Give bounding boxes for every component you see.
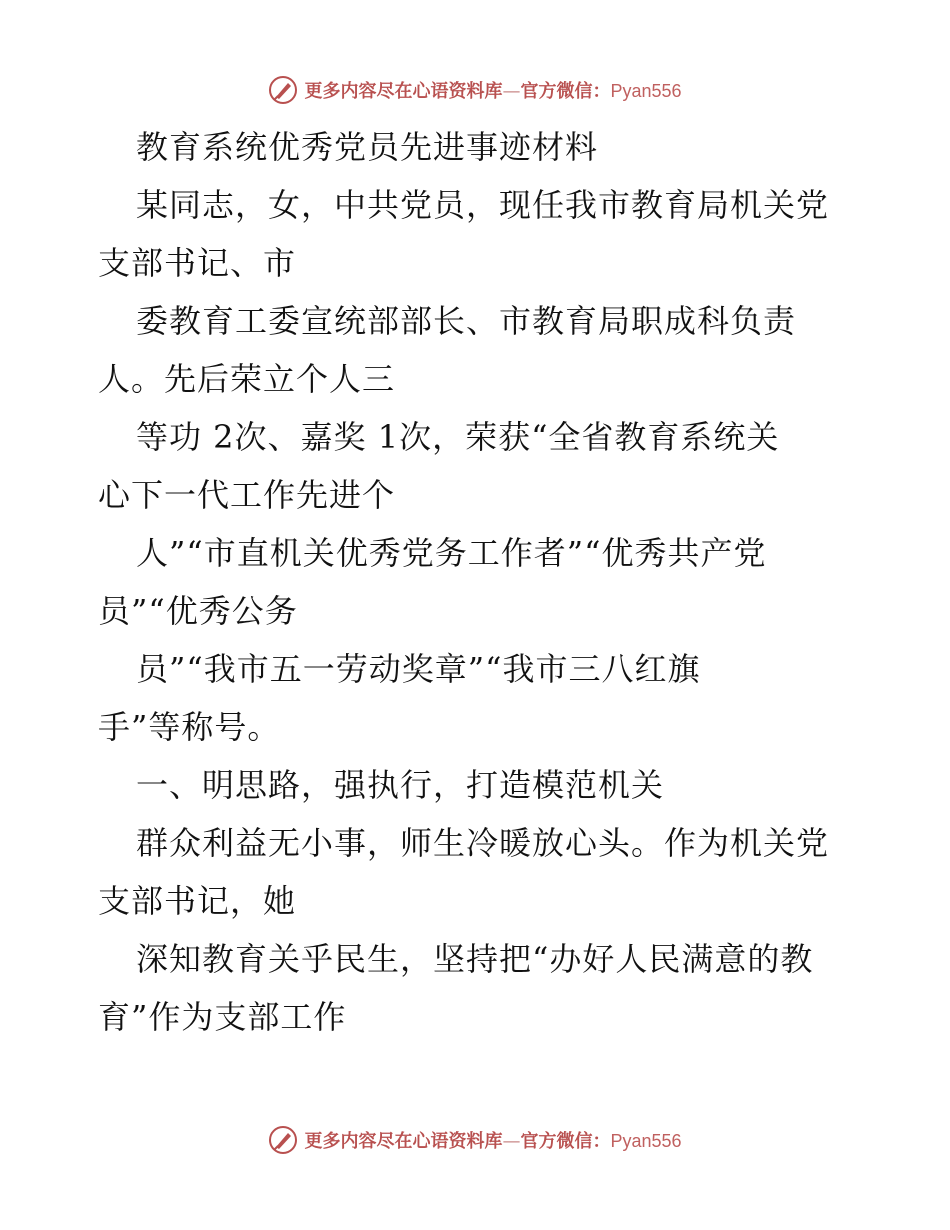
watermark-brand: 更多内容尽在心语资料库 [304,1131,503,1152]
doc-line-7: 人”“市直机关优秀党务工作者”“优秀共产党 [136,534,767,572]
doc-line-12: 群众利益无小事，师生冷暖放心头。作为机关党 [136,824,830,862]
watermark-brand: 更多内容尽在心语资料库 [304,81,503,102]
doc-line-8: 员”“优秀公务 [98,592,298,630]
doc-line-10: 手”等称号。 [98,708,281,746]
doc-line-15: 育”作为支部工作 [98,998,347,1036]
doc-line-1: 某同志，女，中共党员，现任我市教育局机关党 [136,186,830,224]
watermark-wechat-label: 官方微信： [520,81,611,102]
watermark-text [304,1127,681,1153]
header-watermark [0,70,950,110]
watermark-text [304,77,681,103]
document-title: 教育系统优秀党员先进事迹材料 [136,128,599,166]
doc-line-6: 心下一代工作先进个 [98,476,396,514]
doc-line-3: 委教育工委宣统部部长、市教育局职成科负责 [136,302,797,340]
doc-line-13: 支部书记，她 [98,882,297,920]
watermark-dash: — [502,1131,521,1152]
doc-line-9: 员”“我市五一劳动奖章”“我市三八红旗 [136,650,701,688]
watermark-wechat-label: 官方微信： [520,1131,611,1152]
watermark-dash: — [502,81,521,102]
section-heading-1: 一、明思路，强执行，打造模范机关 [136,766,665,804]
doc-line-5: 等功 2次、嘉奖 1次，荣获“全省教育系统关 [136,418,780,456]
doc-line-14: 深知教育关乎民生，坚持把“办好人民满意的教 [136,940,814,978]
quill-pen-logo-icon [268,1125,298,1155]
doc-line-2: 支部书记、市 [98,244,297,282]
footer-watermark [0,1120,950,1160]
quill-pen-logo-icon [268,75,298,105]
watermark-wechat-id: Pyan556 [610,81,682,101]
watermark-wechat-id: Pyan556 [610,1131,682,1151]
document-body [98,118,858,1046]
doc-line-4: 人。先后荣立个人三 [98,360,396,398]
